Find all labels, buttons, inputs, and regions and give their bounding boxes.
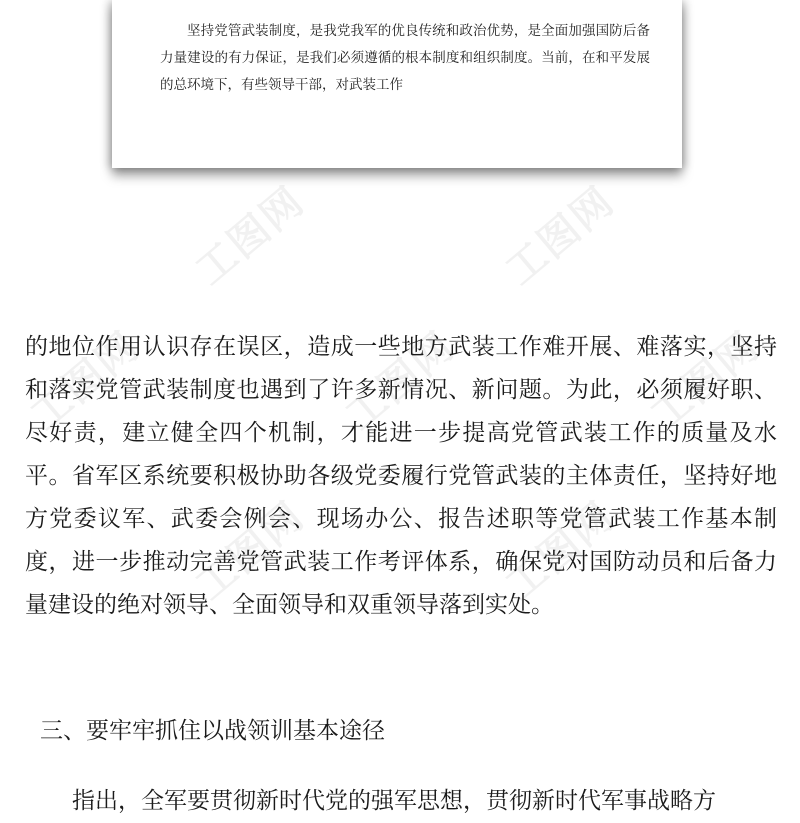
watermark: 工图网	[642, 323, 769, 440]
watermark: 工图网	[497, 178, 624, 295]
watermark: 工图网	[187, 493, 314, 610]
watermark: 工图网	[337, 323, 464, 440]
document-page-card	[112, 0, 682, 168]
watermark: 工图网	[187, 178, 314, 295]
body-paragraph: 的地位作用认识存在误区，造成一些地方武装工作难开展、难落实，坚持和落实党管武装制度也遇到了许多新情况、新问题。为此，必须履好职、尽好责，建立健全四个机制，才能进一步提高党管武装工作的质量及水平。省军区系统要积极协助各级党委履行党管武装的主体责任，坚持好地方党委议军、武委会例会、现场办公、报告述职等党管武装工作基本制度，进一步推动完善党管武装工作考评体系，确保党对国防动员和后备力量建设的绝对领导、全面领导和双重领导落到实处。	[25, 334, 777, 618]
body-paragraph-cut: 指出，全军要贯彻新时代党的强军思想，贯彻新时代军事战略方	[72, 788, 716, 814]
card-paragraph: 坚持党管武装制度，是我党我军的优良传统和政治优势，是全面加强国防后备力量建设的有力保证，是我们必须遵循的根本制度和组织制度。当前，在和平发展的总环境下，有些领导干部，对武装工作	[160, 23, 650, 93]
watermark: 工图网	[22, 323, 149, 440]
watermark: 工图网	[497, 493, 624, 610]
section-heading: 三、要牢牢抓住以战领训基本途径	[40, 718, 385, 744]
